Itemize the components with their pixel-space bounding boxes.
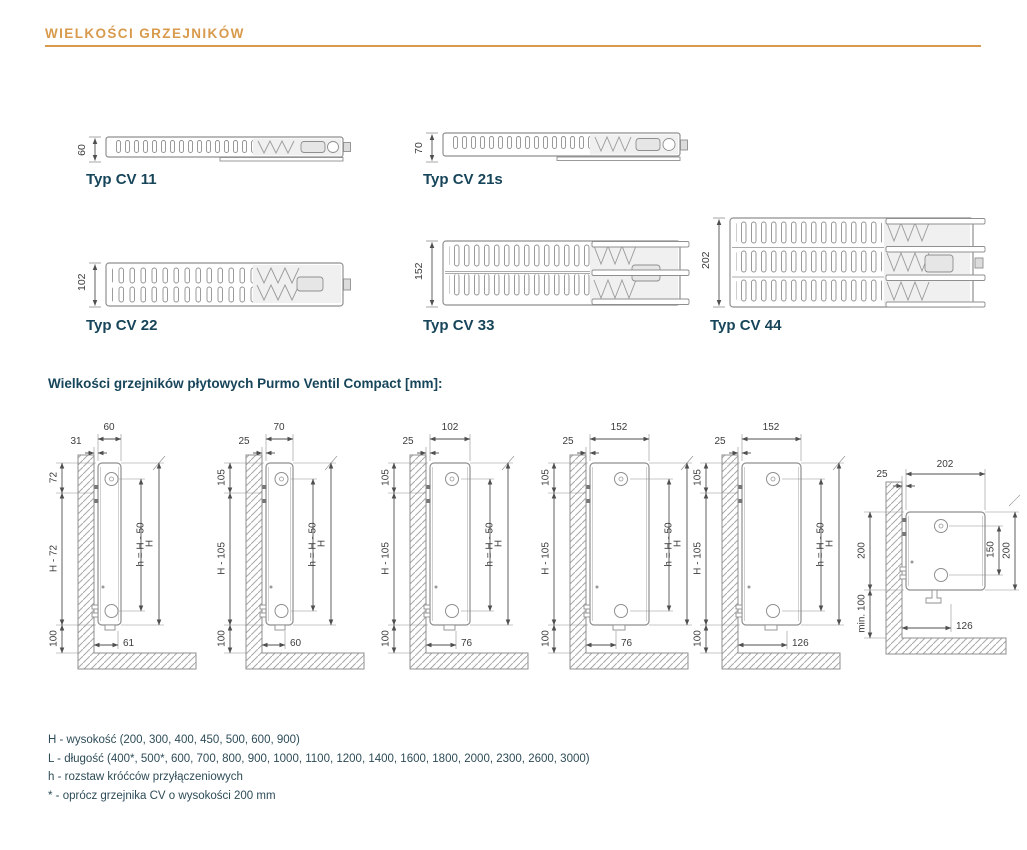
dim-upper: 105 xyxy=(216,469,228,486)
cross-section-cv21s xyxy=(413,132,692,163)
cv21s-height-dimension xyxy=(413,132,439,163)
dim-bottom-offset: 126 xyxy=(792,638,809,649)
dim-lower: 100 xyxy=(692,630,704,647)
dim-depth: 70 xyxy=(273,422,285,433)
dim-depth: 152 xyxy=(762,422,780,433)
dim-bottom-offset: 126 xyxy=(956,621,973,632)
cv33-drawing xyxy=(442,240,692,308)
legend-line-l: L - długość (400*, 500*, 600, 700, 800, 900, 1000, 1100, 1200, 1400, 1600, 1800, 2000, 2300, 2600, 3000) xyxy=(48,752,590,765)
type-label-cv11: Typ CV 11 xyxy=(86,171,157,188)
installation-diagram-cv11 xyxy=(48,422,208,675)
cv21s-drawing xyxy=(442,132,692,163)
dim-upper: 105 xyxy=(380,469,392,486)
cross-section-cv33 xyxy=(413,240,692,308)
dim-height: 200 xyxy=(856,542,868,559)
dim-wall-gap: 25 xyxy=(238,436,250,447)
dim-bottom-offset: 60 xyxy=(290,638,302,649)
cv22-dim-arrow xyxy=(88,262,102,308)
dim-wall-gap: 25 xyxy=(562,436,574,447)
cv33-dim-arrow xyxy=(425,240,439,308)
cv33-height-value: 152 xyxy=(413,262,425,280)
cv22-height-dimension xyxy=(76,262,102,308)
type-label-cv22: Typ CV 22 xyxy=(86,317,158,334)
dim-pipe-spacing: h = H - 50 xyxy=(815,522,827,567)
dim-wall-gap: 25 xyxy=(714,436,726,447)
type-label-cv33: Typ CV 33 xyxy=(423,317,495,334)
cross-section-cv11 xyxy=(76,136,355,163)
legend xyxy=(48,731,590,805)
dim-wall-gap: 25 xyxy=(876,469,888,480)
dim-lower: 100 xyxy=(48,630,60,647)
cross-section-cv44 xyxy=(700,217,989,308)
cv44-dim-arrow xyxy=(712,217,726,308)
dim-pipe-spacing: h = H - 50 xyxy=(663,522,675,567)
dim-height: H xyxy=(824,539,836,548)
installation-diagram-cv33 xyxy=(540,422,700,675)
low-height-drawing xyxy=(856,462,1026,692)
dim-wall-gap: 25 xyxy=(402,436,414,447)
cv44-height-value: 202 xyxy=(700,250,712,269)
dim-height: H xyxy=(672,539,684,548)
dim-bottom-offset: 76 xyxy=(461,638,473,649)
cv44-height-dimension xyxy=(700,217,726,308)
dim-min-floor: min. 100 xyxy=(856,594,868,633)
dim-depth: 102 xyxy=(441,422,459,433)
dim-lower: 100 xyxy=(216,630,228,647)
cv11-height-value: 60 xyxy=(76,143,88,156)
legend-line-h: H - wysokość (200, 300, 400, 450, 500, 600, 900) xyxy=(48,734,300,746)
dim-middle: H - 105 xyxy=(380,542,392,575)
type-label-cv44: Typ CV 44 xyxy=(710,317,782,334)
dim-depth: 152 xyxy=(610,422,628,433)
dim-wall-gap: 31 xyxy=(70,436,82,447)
dim-height: H xyxy=(493,539,505,548)
cv21s-dim-arrow xyxy=(425,132,439,163)
dim-depth: 202 xyxy=(936,459,954,470)
dim-lower: 100 xyxy=(540,630,552,647)
cv22-drawing xyxy=(105,262,355,308)
title-rule xyxy=(45,45,981,47)
cv11-drawing xyxy=(105,136,355,163)
cv22-height-value: 102 xyxy=(76,273,88,291)
dim-bottom-offset: 76 xyxy=(621,638,633,649)
dim-middle: H - 72 xyxy=(48,544,60,573)
dim-pipe-spacing: h = H - 50 xyxy=(135,522,147,567)
dim-middle: H - 105 xyxy=(216,542,228,575)
dim-upper: 72 xyxy=(48,471,60,484)
low-height-diagram xyxy=(856,459,1026,692)
type-label-cv21s: Typ CV 21s xyxy=(423,171,503,188)
dim-height: H xyxy=(316,539,328,548)
cv21s-height-value: 70 xyxy=(413,141,425,154)
installation-diagram-cv21s xyxy=(216,422,376,675)
legend-line-small-h: h - rozstaw króćców przyłączeniowych xyxy=(48,771,243,783)
cv44-drawing xyxy=(729,217,989,308)
section-title: Wielkości grzejników płytowych Purmo Ventil Compact [mm]: xyxy=(48,376,443,391)
installation-diagram-cv22 xyxy=(380,422,540,675)
installation-diagram-cv44 xyxy=(692,422,852,675)
dim-pipe-spacing: h = H - 50 xyxy=(484,522,496,567)
dim-lower: 100 xyxy=(380,630,392,647)
dim-upper: 105 xyxy=(692,469,704,486)
dim-upper: 105 xyxy=(540,469,552,486)
diagram-cv22-drawing xyxy=(380,425,540,675)
cross-section-cv22 xyxy=(76,262,355,308)
dim-depth: 60 xyxy=(103,422,115,433)
dim-pipe-spacing: 150 xyxy=(985,541,997,558)
page-title: WIELKOŚCI GRZEJNIKÓW xyxy=(45,26,245,41)
cv11-dim-arrow xyxy=(88,136,102,163)
cv11-height-dimension xyxy=(76,136,102,163)
dim-middle: H - 105 xyxy=(540,542,552,575)
cv33-height-dimension xyxy=(413,240,439,308)
dim-outer-height: 200 xyxy=(1001,542,1013,559)
dim-bottom-offset: 61 xyxy=(123,638,135,649)
legend-line-asterisk: * - oprócz grzejnika CV o wysokości 200 mm xyxy=(48,789,276,802)
dim-middle: H - 105 xyxy=(692,542,704,575)
dim-height: H xyxy=(144,539,156,548)
dim-pipe-spacing: h = H - 50 xyxy=(307,522,319,567)
